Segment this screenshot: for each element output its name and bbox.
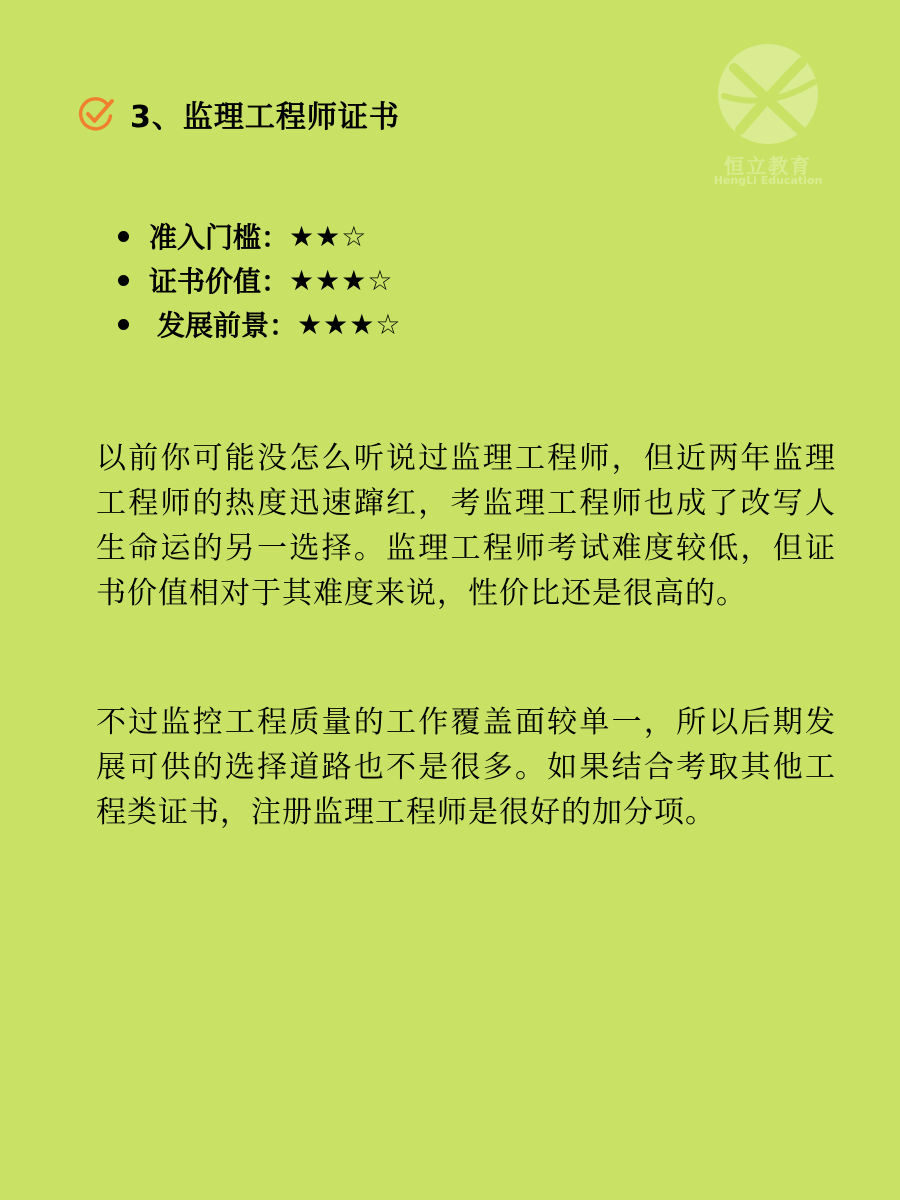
bullet-icon <box>118 231 129 242</box>
rating-label: 发展前景： <box>157 309 298 342</box>
star-rating: ★★☆ <box>289 219 368 253</box>
check-circle-icon <box>76 94 116 134</box>
body-paragraph-intro: 以前你可能没怎么听说过监理工程师，但近两年监理工程师的热度迅速蹿红，考监理工程师也成了改写人生命运的另一选择。监理工程师考试难度较低，但证书价值相对于其难度来说，性价比还是很高的。 <box>96 441 836 611</box>
star-rating: ★★★☆ <box>297 307 402 341</box>
logo-name-en: HengLi Education <box>713 174 823 187</box>
rating-item-certificate-value <box>118 258 401 302</box>
page-title: 3、监理工程师证书 <box>130 100 400 135</box>
bullet-icon <box>118 275 129 286</box>
bullet-icon <box>118 319 129 330</box>
rating-item-entry-threshold <box>118 214 401 258</box>
hengli-logo <box>704 38 832 188</box>
body-paragraph-outlook: 不过监控工程质量的工作覆盖面较单一，所以后期发展可供的选择道路也不是很多。如果结合考取其他工程类证书，注册监理工程师是很好的加分项。 <box>96 705 836 830</box>
logo-mark-icon <box>704 38 832 148</box>
star-rating: ★★★☆ <box>289 263 394 297</box>
rating-label: 准入门槛： <box>149 221 290 254</box>
logo-name-cn: 恒立教育 <box>724 154 812 178</box>
ratings-list <box>118 214 401 346</box>
rating-item-prospects <box>118 302 401 346</box>
rating-label: 证书价值： <box>149 265 290 298</box>
title-row <box>76 92 400 136</box>
